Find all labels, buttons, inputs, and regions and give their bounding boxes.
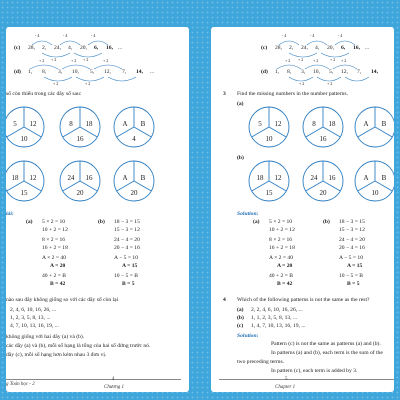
seq-c-term: 2, xyxy=(289,45,294,51)
circle-value-bottom: 20 xyxy=(76,189,84,197)
question-3-text: Find the missing numbers in the number patterns. xyxy=(237,91,348,97)
q4-solution-line: Pattern (c) is not the same as patterns (a) and (b). xyxy=(271,341,381,347)
solution-line: A × 2 = 40 xyxy=(269,255,294,261)
question-4-text: nào sau đây không giống so với các dãy số còn lại xyxy=(6,297,119,303)
solution-line: A = 15 xyxy=(347,262,363,269)
q4-option: 1, 2, 3, 5, 8, 13, ... xyxy=(10,315,51,321)
number-circle xyxy=(59,106,101,148)
arc-label: - 4 xyxy=(282,33,287,38)
seq-d-arcs xyxy=(26,59,166,87)
number-circle xyxy=(354,160,394,202)
seq-c-term: 28, xyxy=(28,45,35,51)
seq-d-term: 12, xyxy=(104,69,111,75)
circle-value-right: 12 xyxy=(29,120,37,128)
circle-value-bottom: 16 xyxy=(76,135,84,143)
circle-value-left: 8 xyxy=(69,120,73,128)
q4-solution-line: các dãy (a) và (b), mỗi số hạng là tổng của hai số đứng trước nó. xyxy=(6,343,151,349)
circle-value-right: B xyxy=(381,120,387,128)
arc-label: + 2 xyxy=(51,57,57,62)
circle-value-right: 12 xyxy=(274,174,282,182)
solution-a-label: (a) xyxy=(26,219,33,225)
seq-c-term: 6, xyxy=(94,45,99,51)
circle-value-left: 18 xyxy=(256,174,264,182)
circle-value-bottom: 15 xyxy=(265,189,273,197)
solution-b-label: (b) xyxy=(323,219,330,225)
seq-c-term: 28, xyxy=(275,45,282,51)
seq-c-term: 24, xyxy=(301,45,308,51)
circle-value-right: 12 xyxy=(29,174,37,182)
solution-label: Solution: xyxy=(237,211,259,217)
solution-line: A = 20 xyxy=(50,262,66,269)
seq-d-term: 12, xyxy=(341,69,348,75)
seq-c-term: 24, xyxy=(54,45,61,51)
circle-value-right: 18 xyxy=(85,120,93,128)
seq-c-label: (c) xyxy=(14,45,21,51)
part-b-label: (b) xyxy=(237,155,244,161)
solution-line: 10 + 2 = 12 xyxy=(42,226,68,233)
number-circle xyxy=(248,106,290,148)
solution-line: 8 × 2 = 16 xyxy=(269,237,293,243)
footer-book-title: g Toán học - 2 xyxy=(6,382,35,387)
circle-value-left: 8 xyxy=(312,120,316,128)
q4-option: 1, 1, 2, 3, 5, 8, 13, ... xyxy=(251,315,298,321)
seq-d-label: (d) xyxy=(14,69,21,75)
seq-d-label: (d) xyxy=(261,69,268,75)
seq-d-term: ... xyxy=(150,69,155,75)
seq-d-term: 3, xyxy=(58,69,63,75)
seq-c-label: (c) xyxy=(261,45,268,51)
seq-d-term: 14, xyxy=(136,69,143,75)
number-circle xyxy=(302,160,344,202)
circle-value-bottom: 4 xyxy=(132,135,136,143)
solution-line: 20 − 4 = 16 xyxy=(339,244,365,251)
arc-label: + 2 xyxy=(299,81,305,86)
arc-label: + 2 xyxy=(83,57,89,62)
circle-value-right: B xyxy=(381,174,387,182)
seq-c-term: 2, xyxy=(42,45,47,51)
solution-line: 18 − 3 = 15 xyxy=(114,219,140,225)
solution-line: A = 15 xyxy=(122,262,138,269)
solution-line: 10 − 5 = B xyxy=(339,273,364,279)
footer-chapter: Chương 1 xyxy=(104,385,124,390)
solution-line: 18 − 3 = 15 xyxy=(339,219,365,225)
arc-label: - 4 xyxy=(63,33,68,38)
seq-d-term: 10, xyxy=(72,69,79,75)
arc-label: + 2 xyxy=(285,58,291,63)
circle-value-bottom: 15 xyxy=(20,189,28,197)
arc-label: + 2 xyxy=(330,57,336,62)
seq-c-term: 4, xyxy=(315,45,320,51)
seq-c-term: 16, xyxy=(106,45,113,51)
circle-value-left: 24 xyxy=(310,174,318,182)
footer-rule xyxy=(6,379,181,380)
solution-label: iải: xyxy=(6,211,14,217)
seq-d-term: 3, xyxy=(301,69,306,75)
arc-label: + 2 xyxy=(39,58,45,63)
seq-d-term: 5, xyxy=(90,69,95,75)
circle-value-left: 18 xyxy=(11,174,19,182)
number-circle xyxy=(248,160,290,202)
number-circle xyxy=(302,106,344,148)
circle-value-bottom: 10 xyxy=(371,189,379,197)
footer-page-number: 4 xyxy=(112,377,115,382)
solution-line: 24 − 4 = 20 xyxy=(114,237,140,243)
q4-option: 2, 4, 6, 10, 16, 26, ... xyxy=(10,307,57,313)
q4-solution-line: In patterns (a) and (b), each term is the sum of the xyxy=(271,350,383,356)
seq-d-term: 8, xyxy=(42,69,47,75)
q4-solution-line: two preceding terms. xyxy=(237,359,285,365)
arc-label: - 4 xyxy=(338,33,343,38)
arc-label: + 2 xyxy=(53,81,59,86)
circle-value-bottom: 20 xyxy=(130,189,138,197)
seq-c-term: 6, xyxy=(341,45,346,51)
q4-option: 4, 7, 10, 13, 16, 19, ... xyxy=(10,323,59,329)
seq-c-term: 4, xyxy=(68,45,73,51)
question-4-text: Which of the following patterns is not the same as the rest? xyxy=(237,297,370,303)
q4-option: 2, 2, 4, 6, 10, 16, 26, ... xyxy=(251,307,303,313)
solution-line: A − 5 = 10 xyxy=(339,255,364,261)
number-circle xyxy=(6,160,45,202)
circle-value-right: B xyxy=(140,120,146,128)
solution-line: 20 − 4 = 16 xyxy=(114,244,140,251)
solution-line: 40 + 2 = B xyxy=(42,273,67,279)
number-circle xyxy=(113,160,155,202)
q4-option-label: (b) xyxy=(237,315,244,321)
solution-line: 10 + 2 = 12 xyxy=(269,226,295,233)
solution-line: 10 − 5 = B xyxy=(114,273,139,279)
circle-value-bottom: 20 xyxy=(319,189,327,197)
circle-value-left: 24 xyxy=(67,174,75,182)
circle-value-right: 16 xyxy=(85,174,93,182)
solution-line: 15 − 3 = 12 xyxy=(114,226,140,233)
footer-chapter: Chapter 1 xyxy=(275,385,296,390)
part-a-label: (a) xyxy=(237,101,244,107)
circle-value-left: 5 xyxy=(13,120,17,128)
seq-d-term: 14, xyxy=(371,69,378,75)
solution-line: A = 20 xyxy=(277,262,293,269)
circle-value-right: 12 xyxy=(274,120,282,128)
arc-label: + 2 xyxy=(103,58,109,63)
q4-solution-line: dãy (c), mỗi số hạng hơn kém nhau 3 đơn vị. xyxy=(6,352,107,358)
circle-value-left: A xyxy=(363,174,369,182)
circle-value-bottom: 10 xyxy=(265,135,273,143)
seq-c-term: 20, xyxy=(80,45,87,51)
circle-value-right: 18 xyxy=(328,120,336,128)
solution-line: 8 × 2 = 16 xyxy=(42,237,66,243)
solution-line: B = 42 xyxy=(50,280,66,287)
left-page xyxy=(6,27,189,392)
q4-solution-line: không giống với hai dãy (a) và (b). xyxy=(6,334,85,340)
solution-line: B = 5 xyxy=(347,280,360,287)
seq-c-term: ... xyxy=(118,45,123,51)
solution-line: B = 42 xyxy=(277,280,293,287)
number-circle xyxy=(113,106,155,148)
question-3-text: số còn thiếu trong các dãy số sau: xyxy=(6,91,82,97)
circle-value-right: B xyxy=(140,174,146,182)
q4-option-label: (a) xyxy=(237,307,244,313)
right-page xyxy=(211,27,394,392)
arc-label: + 2 xyxy=(71,58,77,63)
solution-a-label: (a) xyxy=(253,219,260,225)
question-3-number: 3 xyxy=(223,91,226,97)
circle-value-right: 16 xyxy=(328,174,336,182)
seq-d-term: 1, xyxy=(28,69,33,75)
solution-line: 16 + 2 = 18 xyxy=(269,244,295,251)
arc-label: + 2 xyxy=(313,58,319,63)
circle-value-left: 5 xyxy=(258,120,262,128)
solution-line: 5 × 2 = 10 xyxy=(42,219,66,225)
arc-label: - 4 xyxy=(35,33,40,38)
q4-option-label: (c) xyxy=(237,323,244,329)
solution-line: A − 5 = 10 xyxy=(114,255,139,261)
arc-label: + 2 xyxy=(85,81,91,86)
q4-option: 1, 4, 7, 10, 13, 16, 19, ... xyxy=(251,323,306,329)
seq-d-term: 8, xyxy=(287,69,292,75)
solution-line: B = 5 xyxy=(122,280,135,287)
circle-value-bottom: 10 xyxy=(20,135,28,143)
seq-d-term: 7, xyxy=(122,69,127,75)
arc-label: + 2 xyxy=(298,57,304,62)
circle-value-left: A xyxy=(122,174,128,182)
solution-line: 5 × 2 = 10 xyxy=(269,219,293,225)
seq-d-term: 7, xyxy=(357,69,362,75)
arc-label: - 4 xyxy=(91,33,96,38)
arc-label: - 4 xyxy=(310,33,315,38)
arc-label: + 2 xyxy=(327,81,333,86)
solution-line: 16 + 2 = 18 xyxy=(42,244,68,251)
solution-b-label: (b) xyxy=(98,219,105,225)
circle-value-left: A xyxy=(122,120,128,128)
circle-value-left: A xyxy=(363,120,369,128)
q4-solution-label: Solution: xyxy=(237,333,259,339)
q4-solution-line: In pattern (c), each term is added by 3. xyxy=(271,368,358,374)
seq-c-term: ... xyxy=(365,45,370,51)
number-circle xyxy=(354,106,394,148)
seq-d-term: 5, xyxy=(329,69,334,75)
circle-value-bottom: 16 xyxy=(319,135,327,143)
solution-line: 15 − 3 = 12 xyxy=(339,226,365,233)
solution-line: 40 + 2 = B xyxy=(269,273,294,279)
seq-c-term: 20, xyxy=(327,45,334,51)
arc-label: + 2 xyxy=(341,58,347,63)
seq-d-term: 1, xyxy=(275,69,280,75)
footer-page-number: 5 xyxy=(285,377,288,382)
seq-d-term: 10, xyxy=(313,69,320,75)
number-circle xyxy=(6,106,45,148)
question-4-number: 4 xyxy=(223,297,226,303)
solution-line: 24 − 4 = 20 xyxy=(339,237,365,243)
seq-c-term: 16, xyxy=(353,45,360,51)
solution-line: A × 2 = 40 xyxy=(42,255,67,261)
footer-rule xyxy=(219,379,394,380)
number-circle xyxy=(59,160,101,202)
